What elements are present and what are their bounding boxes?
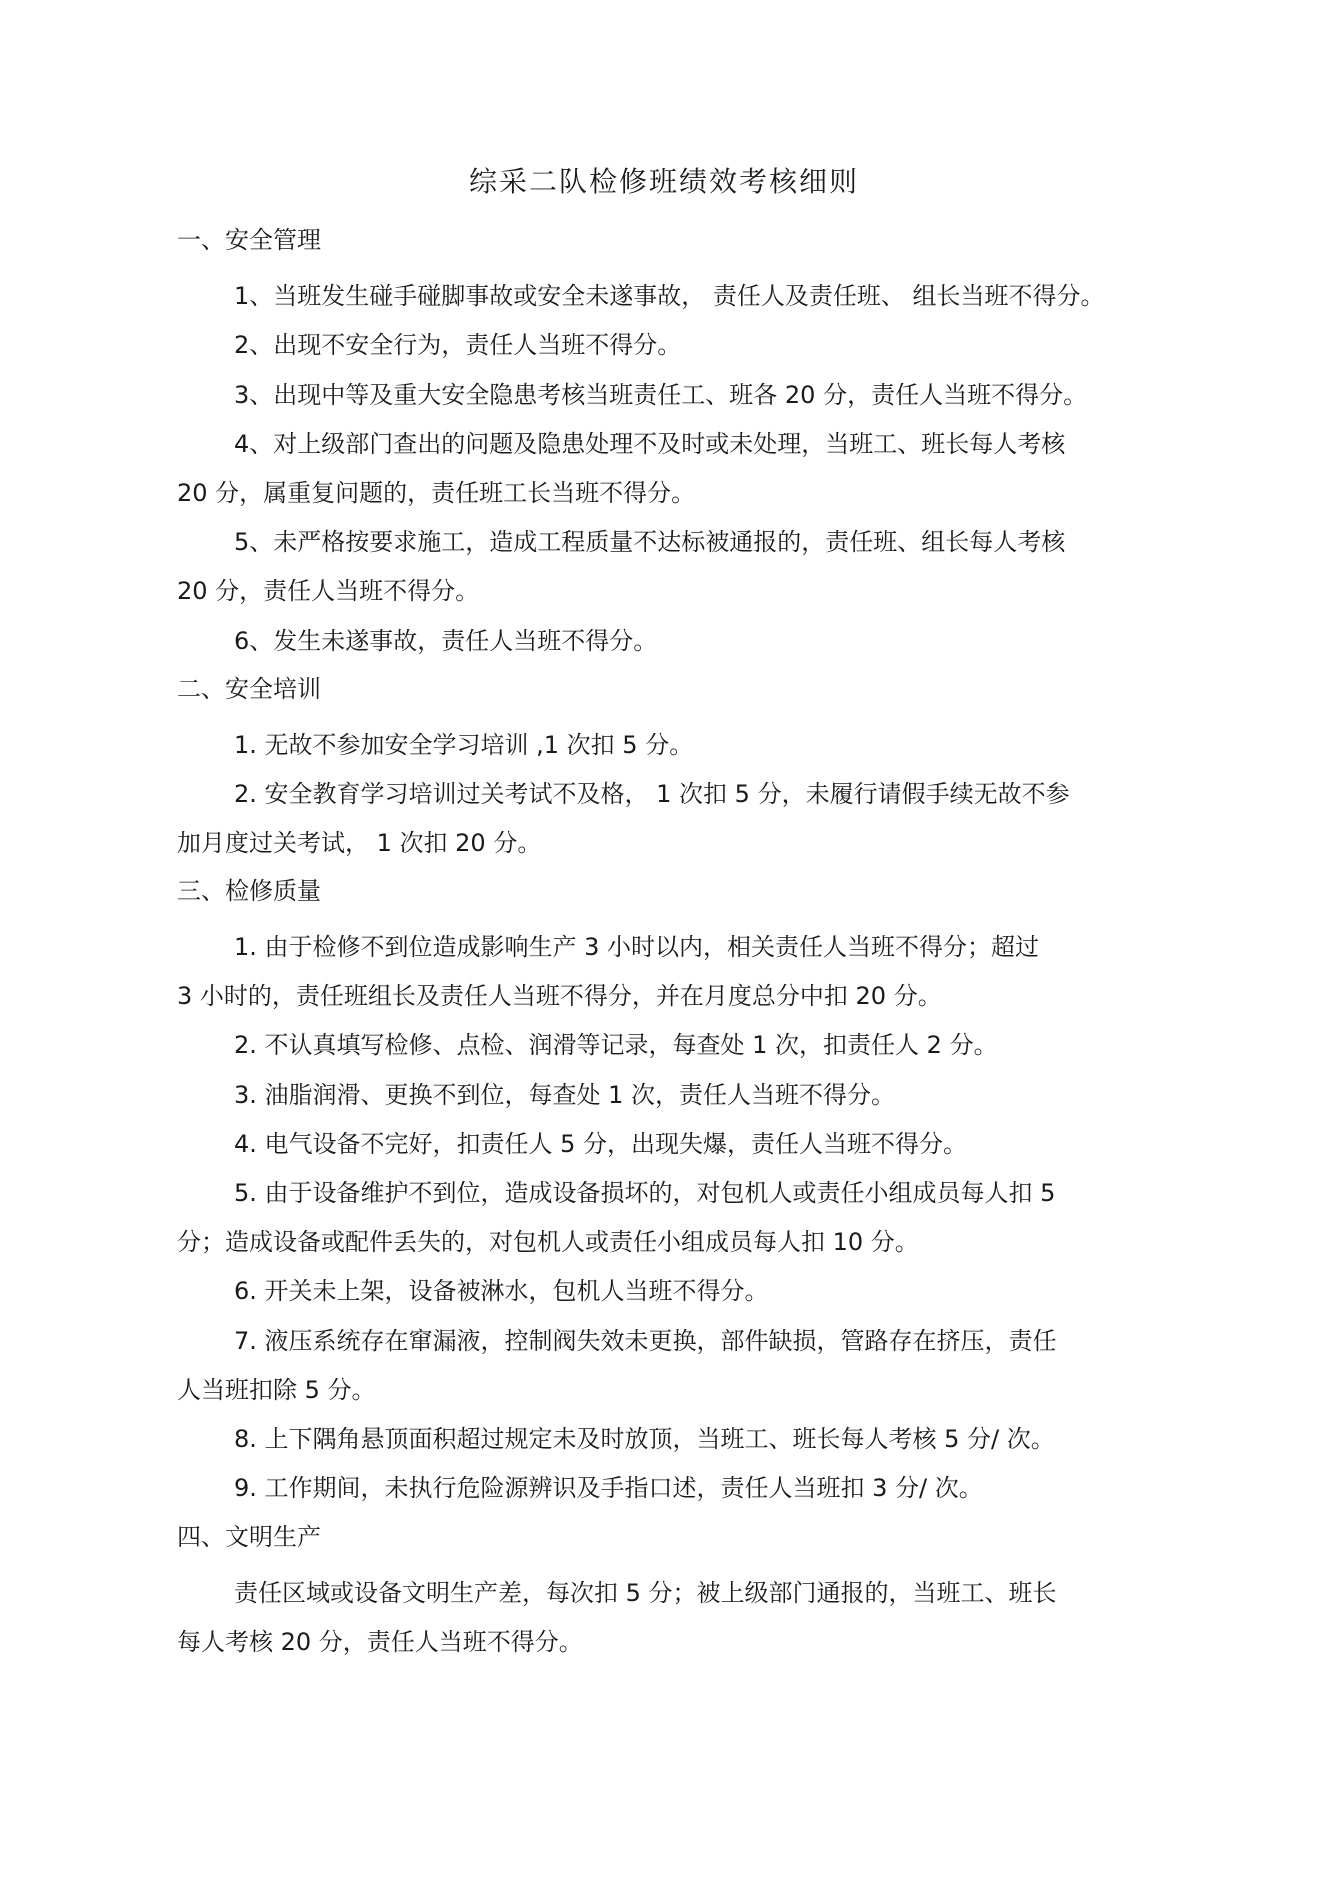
- rule-line: 6. 开关未上架，设备被淋水，包机人当班不得分。: [234, 1277, 769, 1305]
- rule-line: 6、发生未遂事故，责任人当班不得分。: [234, 627, 658, 655]
- rule-line: 7. 液压系统存在窜漏液，控制阀失效未更换，部件缺损，管路存在挤压，责任: [234, 1327, 1057, 1355]
- rule-line-continued: 20 分，责任人当班不得分。: [177, 577, 480, 605]
- rule-line: 3、出现中等及重大安全隐患考核当班责任工、班各 20 分，责任人当班不得分。: [234, 381, 1088, 409]
- rule-line-continued: 人当班扣除 5 分。: [177, 1376, 376, 1404]
- rule-line: 1、当班发生碰手碰脚事故或安全未遂事故， 责任人及责任班、 组长当班不得分。: [234, 282, 1105, 310]
- rule-line: 4. 电气设备不完好，扣责任人 5 分，出现失爆，责任人当班不得分。: [234, 1130, 968, 1158]
- rule-line: 2、出现不安全行为，责任人当班不得分。: [234, 331, 682, 359]
- rule-line: 1. 由于检修不到位造成影响生产 3 小时以内，相关责任人当班不得分；超过: [234, 933, 1040, 961]
- rule-line: 5、未严格按要求施工，造成工程质量不达标被通报的，责任班、组长每人考核: [234, 528, 1066, 556]
- rule-line: 8. 上下隅角悬顶面积超过规定未及时放顶，当班工、班长每人考核 5 分/ 次。: [234, 1425, 1055, 1453]
- section-heading: 一、安全管理: [177, 226, 321, 254]
- rule-line: 2. 不认真填写检修、点检、润滑等记录，每查处 1 次，扣责任人 2 分。: [234, 1031, 998, 1059]
- rule-line-continued: 每人考核 20 分，责任人当班不得分。: [177, 1628, 583, 1656]
- rule-line: 9. 工作期间，未执行危险源辨识及手指口述，责任人当班扣 3 分/ 次。: [234, 1474, 983, 1502]
- rule-line-continued: 加月度过关考试， 1 次扣 20 分。: [177, 829, 542, 857]
- rule-line: 5. 由于设备维护不到位，造成设备损坏的，对包机人或责任小组成员每人扣 5: [234, 1179, 1056, 1207]
- rule-line-continued: 20 分，属重复问题的，责任班工长当班不得分。: [177, 479, 696, 507]
- rule-line: 4、对上级部门查出的问题及隐患处理不及时或未处理，当班工、班长每人考核: [234, 430, 1066, 458]
- rule-line-continued: 分；造成设备或配件丢失的，对包机人或责任小组成员每人扣 10 分。: [177, 1228, 919, 1256]
- rule-line: 1. 无故不参加安全学习培训 ,1 次扣 5 分。: [234, 731, 694, 759]
- rule-line: 2. 安全教育学习培训过关考试不及格， 1 次扣 5 分，未履行请假手续无故不参: [234, 780, 1070, 808]
- section-heading: 四、文明生产: [177, 1523, 321, 1551]
- rule-line: 责任区域或设备文明生产差，每次扣 5 分；被上级部门通报的，当班工、班长: [234, 1579, 1057, 1607]
- section-heading: 二、安全培训: [177, 675, 321, 703]
- section-heading: 三、检修质量: [177, 877, 321, 905]
- document-title: 综采二队检修班绩效考核细则: [468, 165, 859, 198]
- rule-line: 3. 油脂润滑、更换不到位，每查处 1 次，责任人当班不得分。: [234, 1081, 896, 1109]
- rule-line-continued: 3 小时的，责任班组长及责任人当班不得分，并在月度总分中扣 20 分。: [177, 982, 942, 1010]
